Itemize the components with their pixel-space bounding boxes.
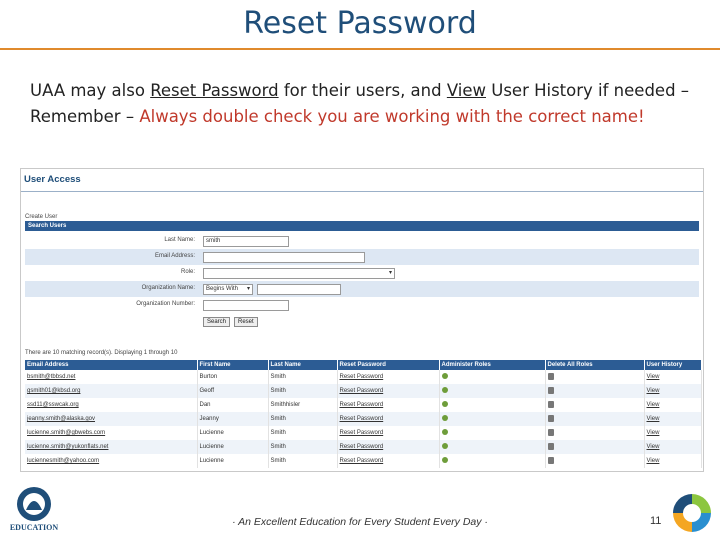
email-cell[interactable]: luciennesmith@yahoo.com	[25, 454, 197, 468]
view-history-link[interactable]: View	[644, 398, 701, 412]
view-history-link[interactable]: View	[644, 412, 701, 426]
last-name-cell: Smith	[268, 370, 337, 384]
view-history-link[interactable]: View	[644, 440, 701, 454]
delete-roles-cell	[545, 426, 644, 440]
delete-roles-cell	[545, 440, 644, 454]
create-user-link[interactable]: Create User	[25, 214, 58, 220]
email-input[interactable]	[203, 252, 365, 263]
slide-title: Reset Password	[243, 6, 477, 41]
column-header: Administer Roles	[439, 360, 545, 370]
view-history-link[interactable]: View	[644, 426, 701, 440]
administer-roles-cell	[439, 440, 545, 454]
edit-icon[interactable]	[442, 457, 448, 463]
reset-button[interactable]: Reset	[234, 317, 258, 327]
last-name-input[interactable]: smith	[203, 236, 289, 247]
intro-text	[30, 78, 700, 130]
first-name-cell: Burton	[197, 370, 268, 384]
reset-password-link[interactable]: Reset Password	[337, 412, 439, 426]
intro-reset-password: Reset Password	[150, 81, 279, 100]
table-row	[25, 426, 701, 440]
view-history-link[interactable]: View	[644, 370, 701, 384]
column-header: Email Address	[25, 360, 197, 370]
delete-roles-cell	[545, 454, 644, 468]
email-cell[interactable]: gsmith01@kbsd.org	[25, 384, 197, 398]
last-name-cell: Smith	[268, 426, 337, 440]
delete-roles-cell	[545, 370, 644, 384]
user-access-title: User Access	[24, 174, 81, 185]
organization-number-label: Organization Number:	[136, 301, 195, 307]
first-name-cell: Lucienne	[197, 426, 268, 440]
delete-roles-cell	[545, 398, 644, 412]
first-name-cell: Dan	[197, 398, 268, 412]
reset-password-link[interactable]: Reset Password	[337, 384, 439, 398]
edit-icon[interactable]	[442, 415, 448, 421]
column-header: Delete All Roles	[545, 360, 644, 370]
last-name-cell: Smith	[268, 412, 337, 426]
column-header: First Name	[197, 360, 268, 370]
reset-password-link[interactable]: Reset Password	[337, 426, 439, 440]
table-row	[25, 440, 701, 454]
trash-icon[interactable]	[548, 387, 554, 394]
table-row	[25, 384, 701, 398]
edit-icon[interactable]	[442, 401, 448, 407]
reset-password-link[interactable]: Reset Password	[337, 440, 439, 454]
organization-number-row	[25, 297, 699, 313]
organization-name-label: Organization Name:	[141, 285, 195, 291]
swirl-logo	[668, 490, 716, 536]
edit-icon[interactable]	[442, 373, 448, 379]
trash-icon[interactable]	[548, 373, 554, 380]
trash-icon[interactable]	[548, 457, 554, 464]
users-table	[25, 360, 702, 468]
administer-roles-cell	[439, 384, 545, 398]
intro-part: for their users, and	[278, 81, 447, 100]
intro-warning: Always double check you are working with the correct name!	[139, 107, 645, 126]
last-name-label: Last Name:	[164, 237, 195, 243]
first-name-cell: Lucienne	[197, 440, 268, 454]
footer-motto: · An Excellent Education for Every Student Every Day ·	[232, 516, 488, 528]
email-cell[interactable]: lucienne.smith@gbwebs.com	[25, 426, 197, 440]
administer-roles-cell	[439, 426, 545, 440]
user-access-divider	[21, 191, 703, 192]
column-header: Last Name	[268, 360, 337, 370]
logo-segment-orange	[673, 513, 692, 532]
search-button[interactable]: Search	[203, 317, 230, 327]
email-label: Email Address:	[154, 253, 195, 259]
trash-icon[interactable]	[548, 415, 554, 422]
education-logo	[6, 484, 62, 536]
matching-records-text: There are 10 matching record(s). Displaying 1 through 10	[25, 350, 178, 356]
organization-name-input[interactable]	[257, 284, 341, 295]
column-header: User History	[644, 360, 701, 370]
intro-part: UAA may also	[30, 81, 151, 100]
trash-icon[interactable]	[548, 429, 554, 436]
table-header-row	[25, 360, 701, 370]
table-row	[25, 370, 701, 384]
logo-segment-blue	[692, 513, 711, 532]
first-name-cell: Geoff	[197, 384, 268, 398]
edit-icon[interactable]	[442, 387, 448, 393]
intro-part: User History if needed – Remember –	[30, 81, 690, 126]
email-cell[interactable]: jeanny.smith@alaska.gov	[25, 412, 197, 426]
edit-icon[interactable]	[442, 443, 448, 449]
last-name-row	[25, 233, 699, 249]
search-users-header: Search Users	[25, 221, 699, 231]
delete-roles-cell	[545, 384, 644, 398]
trash-icon[interactable]	[548, 443, 554, 450]
edit-icon[interactable]	[442, 429, 448, 435]
logo-segment-green	[692, 494, 711, 513]
administer-roles-cell	[439, 454, 545, 468]
role-row	[25, 265, 699, 281]
logo-text: EDUCATION	[9, 523, 59, 532]
table-row	[25, 398, 701, 412]
logo-segment-navy	[673, 494, 692, 513]
organization-number-input[interactable]	[203, 300, 289, 311]
last-name-cell: Smithhisler	[268, 398, 337, 412]
last-name-cell: Smith	[268, 454, 337, 468]
organization-match-select[interactable]: Begins With ▾	[203, 284, 253, 295]
trash-icon[interactable]	[548, 401, 554, 408]
email-cell[interactable]: ssd11@sswcak.org	[25, 398, 197, 412]
reset-password-link[interactable]: Reset Password	[337, 398, 439, 412]
reset-password-link[interactable]: Reset Password	[337, 454, 439, 468]
user-access-screenshot	[20, 168, 704, 472]
last-name-cell: Smith	[268, 440, 337, 454]
view-history-link[interactable]: View	[644, 454, 701, 468]
column-header: Reset Password	[337, 360, 439, 370]
title-divider	[0, 48, 720, 50]
intro-view: View	[446, 81, 486, 100]
first-name-cell: Jeanny	[197, 412, 268, 426]
page-number: 11	[650, 515, 662, 527]
administer-roles-cell	[439, 398, 545, 412]
role-label: Role:	[180, 269, 195, 275]
organization-name-row	[25, 281, 699, 297]
email-cell[interactable]: lucienne.smith@yukonflats.net	[25, 440, 197, 454]
delete-roles-cell	[545, 412, 644, 426]
table-row	[25, 454, 701, 468]
email-cell[interactable]: bsmith@tbbsd.net	[25, 370, 197, 384]
administer-roles-cell	[439, 370, 545, 384]
email-row	[25, 249, 699, 265]
last-name-cell: Smith	[268, 384, 337, 398]
administer-roles-cell	[439, 412, 545, 426]
view-history-link[interactable]: View	[644, 384, 701, 398]
reset-password-link[interactable]: Reset Password	[337, 370, 439, 384]
role-select[interactable]	[203, 268, 395, 279]
table-row	[25, 412, 701, 426]
first-name-cell: Lucienne	[197, 454, 268, 468]
